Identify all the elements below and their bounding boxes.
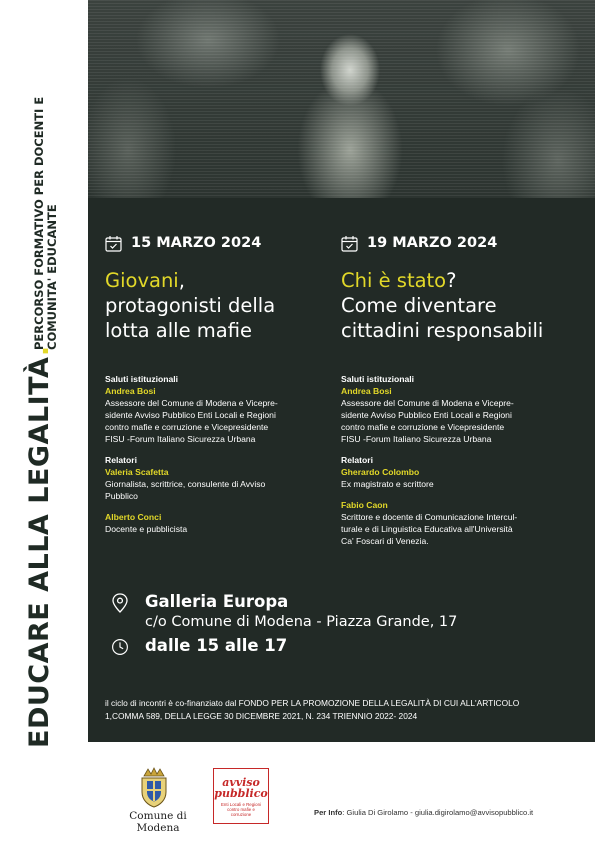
modena-logo-text: Comune di Modena: [129, 810, 187, 834]
venue-block: [105, 592, 585, 658]
calendar-icon: [105, 235, 122, 252]
title-line-2: protagonisti della: [105, 294, 276, 317]
ap-logo-line-2: pubblico: [214, 787, 268, 800]
event-panel: [88, 0, 595, 742]
speaker-name: Gherardo Colombo: [341, 467, 420, 477]
subtitle-line-1: PERCORSO FORMATIVO PER DOCENTI E: [32, 96, 46, 350]
vertical-subtitle: [33, 97, 59, 350]
greetings-role: FISU -Forum Italiano Sicurezza Urbana: [341, 434, 492, 444]
crowd-photo: [88, 0, 595, 198]
event-details: [105, 373, 345, 535]
location-pin-icon: [111, 593, 129, 613]
info-text[interactable]: : Giulia Di Girolamo - giulia.digirolamo@avvisopubblico.it: [342, 808, 534, 817]
event-title: [341, 268, 581, 343]
comune-di-modena-logo: [118, 766, 198, 834]
ap-logo-tagline: Enti Locali e Regioni contro mafie e corruzione: [220, 802, 262, 817]
speaker-name: Alberto Conci: [105, 512, 162, 522]
title-line-3: lotta alle mafie: [105, 319, 252, 342]
greetings-role: sidente Avviso Pubblico Enti Locali e Regioni: [105, 410, 276, 420]
speakers-label: Relatori: [341, 455, 373, 465]
venue-hours: dalle 15 alle 17: [145, 636, 288, 655]
event-column-1: [105, 230, 345, 535]
title-highlight: Chi è stato: [341, 269, 447, 292]
funding-note: [105, 697, 575, 723]
speaker-role: Pubblico: [105, 491, 138, 501]
funding-line-2: 1,COMMA 589, DELLA LEGGE 30 DICEMBRE 2021, N. 234 TRIENNIO 2022- 2024: [105, 711, 418, 721]
event-column-2: [341, 230, 581, 547]
date-row: [105, 230, 345, 256]
venue-address: c/o Comune di Modena - Piazza Grande, 17: [145, 614, 458, 630]
greetings-role: contro mafie e corruzione e Vicepresidente: [341, 422, 505, 432]
venue-place-row: [105, 592, 585, 614]
title-highlight: Giovani: [105, 269, 179, 292]
speaker-role: Ca' Foscari di Venezia.: [341, 536, 429, 546]
venue-place: Galleria Europa: [145, 592, 289, 611]
side-band: [0, 0, 86, 760]
title-line-2: Come diventare: [341, 294, 497, 317]
speaker-role: Giornalista, scrittrice, consulente di Avviso: [105, 479, 266, 489]
speakers-label: Relatori: [105, 455, 137, 465]
venue-address-row: [105, 614, 585, 636]
title-punct: ,: [178, 269, 185, 292]
contact-info: [314, 808, 533, 817]
greetings-role: Assessore del Comune di Modena e Vicepre-: [105, 398, 278, 408]
subtitle-line-2: COMUNITA' EDUCANTE: [45, 204, 59, 350]
speaker-role: Scrittore e docente di Comunicazione Intercul-: [341, 512, 518, 522]
greetings-name: Andrea Bosi: [341, 386, 392, 396]
crest-icon: [136, 766, 172, 808]
title-text: EDUCARE ALLA LEGALITÀ: [24, 356, 55, 748]
venue-hours-row: [105, 636, 585, 658]
greetings-role: FISU -Forum Italiano Sicurezza Urbana: [105, 434, 256, 444]
clock-icon: [111, 637, 129, 657]
date-row: [341, 230, 581, 256]
avviso-pubblico-logo: [213, 768, 269, 824]
speaker-role: Docente e pubblicista: [105, 524, 188, 534]
title-dot: .: [24, 345, 55, 357]
event-title: [105, 268, 345, 343]
calendar-icon: [341, 235, 358, 252]
greetings-role: Assessore del Comune di Modena e Vicepre-: [341, 398, 514, 408]
speaker-role: Ex magistrato e scrittore: [341, 479, 434, 489]
title-punct: ?: [446, 269, 457, 292]
greetings-role: contro mafie e corruzione e Vicepresidente: [105, 422, 269, 432]
speaker-name: Valeria Scafetta: [105, 467, 169, 477]
speaker-role: turale e di Linguistica Educativa all'Università: [341, 524, 513, 534]
title-line-3: cittadini responsabili: [341, 319, 544, 342]
greetings-label: Saluti istituzionali: [341, 374, 415, 384]
info-label: Per Info: [314, 808, 343, 817]
funding-line-1: il ciclo di incontri è co-finanziato dal FONDO PER LA PROMOZIONE DELLA LEGALITÀ DI CUI ALL'ARTICOLO: [105, 698, 520, 708]
event-details: [341, 373, 581, 547]
event-date: 15 MARZO 2024: [131, 235, 262, 251]
greetings-name: Andrea Bosi: [105, 386, 156, 396]
ap-logo-line-1: avviso: [222, 776, 260, 789]
speaker-name: Fabio Caon: [341, 500, 388, 510]
greetings-label: Saluti istituzionali: [105, 374, 179, 384]
vertical-title: [24, 345, 55, 748]
event-date: 19 MARZO 2024: [367, 235, 498, 251]
greetings-role: sidente Avviso Pubblico Enti Locali e Regioni: [341, 410, 512, 420]
